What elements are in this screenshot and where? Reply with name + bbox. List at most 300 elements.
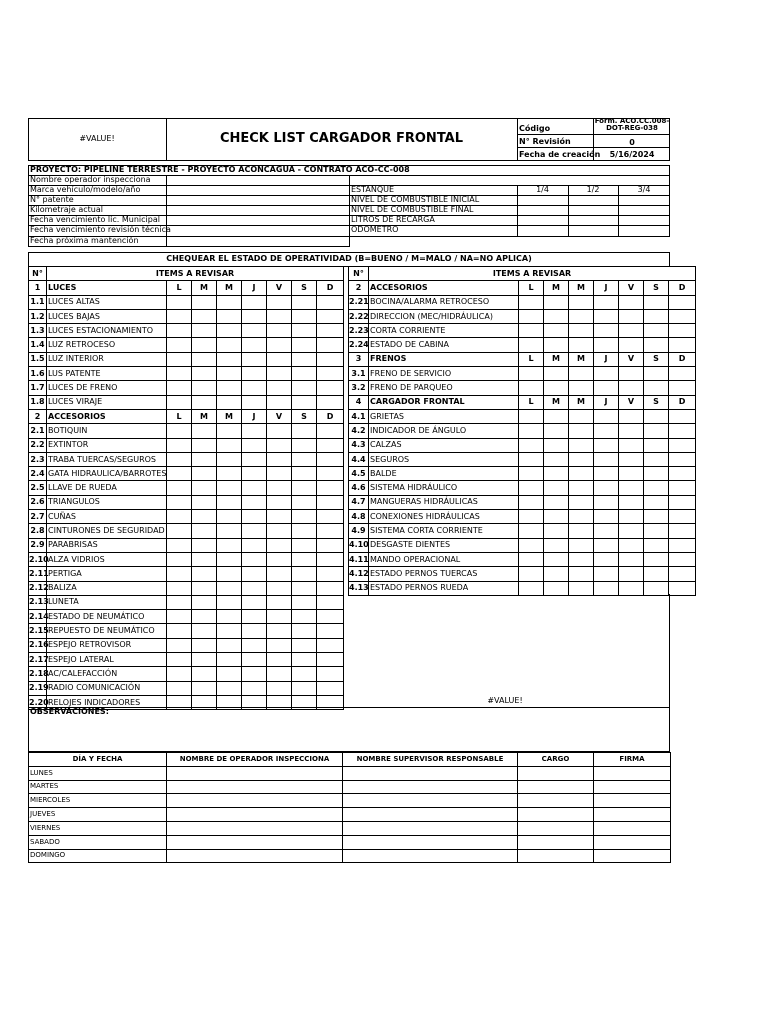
check-cell[interactable] [242,324,267,338]
check-cell[interactable] [242,424,267,438]
check-cell[interactable] [544,552,569,566]
check-cell[interactable] [519,510,544,524]
check-cell[interactable] [192,552,217,566]
check-cell[interactable] [519,452,544,466]
check-cell[interactable] [644,409,669,423]
check-cell[interactable] [644,381,669,395]
check-cell[interactable] [317,367,344,381]
cargo-cell[interactable] [518,835,594,849]
check-cell[interactable] [317,595,344,609]
check-cell[interactable] [619,567,644,581]
check-cell[interactable] [569,309,594,323]
check-cell[interactable] [544,409,569,423]
check-cell[interactable] [217,624,242,638]
check-cell[interactable] [167,424,192,438]
check-cell[interactable] [544,367,569,381]
check-cell[interactable] [317,495,344,509]
check-cell[interactable] [669,424,696,438]
check-cell[interactable] [167,352,192,366]
check-cell[interactable] [217,510,242,524]
check-cell[interactable] [292,681,317,695]
check-cell[interactable] [167,595,192,609]
check-cell[interactable] [167,567,192,581]
check-cell[interactable] [217,452,242,466]
check-cell[interactable] [242,538,267,552]
check-cell[interactable] [242,624,267,638]
check-cell[interactable] [292,324,317,338]
check-cell[interactable] [619,324,644,338]
check-cell[interactable] [544,424,569,438]
check-cell[interactable] [644,295,669,309]
supervisor-name-cell[interactable] [343,808,518,822]
check-cell[interactable] [217,467,242,481]
check-cell[interactable] [519,481,544,495]
check-cell[interactable] [217,638,242,652]
check-cell[interactable] [669,581,696,595]
check-cell[interactable] [192,581,217,595]
check-cell[interactable] [317,381,344,395]
check-cell[interactable] [569,524,594,538]
check-cell[interactable] [292,338,317,352]
check-cell[interactable] [242,510,267,524]
check-cell[interactable] [644,467,669,481]
check-cell[interactable] [644,338,669,352]
check-cell[interactable] [317,653,344,667]
operator-name-cell[interactable] [167,835,343,849]
firma-cell[interactable] [594,808,671,822]
cargo-cell[interactable] [518,849,594,863]
check-cell[interactable] [292,352,317,366]
check-cell[interactable] [519,309,544,323]
check-cell[interactable] [217,438,242,452]
check-cell[interactable] [192,653,217,667]
check-cell[interactable] [569,481,594,495]
check-cell[interactable] [317,638,344,652]
check-cell[interactable] [267,624,292,638]
check-cell[interactable] [292,381,317,395]
check-cell[interactable] [569,452,594,466]
check-cell[interactable] [167,467,192,481]
check-cell[interactable] [569,424,594,438]
check-cell[interactable] [292,667,317,681]
check-cell[interactable] [669,309,696,323]
check-cell[interactable] [192,610,217,624]
check-cell[interactable] [242,581,267,595]
check-cell[interactable] [217,524,242,538]
check-cell[interactable] [644,538,669,552]
check-cell[interactable] [317,624,344,638]
check-cell[interactable] [619,452,644,466]
check-cell[interactable] [292,581,317,595]
check-cell[interactable] [669,438,696,452]
check-cell[interactable] [594,409,619,423]
check-cell[interactable] [619,467,644,481]
check-cell[interactable] [242,438,267,452]
check-cell[interactable] [519,424,544,438]
check-cell[interactable] [544,524,569,538]
check-cell[interactable] [292,452,317,466]
check-cell[interactable] [544,452,569,466]
check-cell[interactable] [594,567,619,581]
check-cell[interactable] [167,309,192,323]
check-cell[interactable] [217,552,242,566]
operator-name-cell[interactable] [167,849,343,863]
check-cell[interactable] [292,624,317,638]
check-cell[interactable] [167,524,192,538]
check-cell[interactable] [192,381,217,395]
check-cell[interactable] [242,610,267,624]
check-cell[interactable] [317,452,344,466]
check-cell[interactable] [644,495,669,509]
check-cell[interactable] [292,595,317,609]
check-cell[interactable] [192,395,217,409]
supervisor-name-cell[interactable] [343,766,518,780]
check-cell[interactable] [242,395,267,409]
check-cell[interactable] [242,367,267,381]
check-cell[interactable] [217,324,242,338]
check-cell[interactable] [317,510,344,524]
operator-name-cell[interactable] [167,821,343,835]
check-cell[interactable] [669,552,696,566]
check-cell[interactable] [644,424,669,438]
check-cell[interactable] [217,681,242,695]
check-cell[interactable] [594,438,619,452]
supervisor-name-cell[interactable] [343,849,518,863]
check-cell[interactable] [167,452,192,466]
operator-name-cell[interactable] [167,780,343,794]
check-cell[interactable] [167,324,192,338]
check-cell[interactable] [217,667,242,681]
check-cell[interactable] [619,524,644,538]
firma-cell[interactable] [594,821,671,835]
check-cell[interactable] [669,381,696,395]
supervisor-name-cell[interactable] [343,835,518,849]
check-cell[interactable] [619,481,644,495]
check-cell[interactable] [292,367,317,381]
cargo-cell[interactable] [518,794,594,808]
check-cell[interactable] [669,452,696,466]
check-cell[interactable] [192,624,217,638]
check-cell[interactable] [519,295,544,309]
check-cell[interactable] [192,309,217,323]
check-cell[interactable] [192,524,217,538]
check-cell[interactable] [317,567,344,581]
check-cell[interactable] [594,510,619,524]
check-cell[interactable] [317,667,344,681]
check-cell[interactable] [669,324,696,338]
check-cell[interactable] [267,367,292,381]
check-cell[interactable] [267,481,292,495]
check-cell[interactable] [317,295,344,309]
check-cell[interactable] [217,352,242,366]
check-cell[interactable] [217,381,242,395]
check-cell[interactable] [544,495,569,509]
check-cell[interactable] [242,681,267,695]
check-cell[interactable] [669,295,696,309]
check-cell[interactable] [292,552,317,566]
operator-name-cell[interactable] [167,808,343,822]
check-cell[interactable] [569,324,594,338]
check-cell[interactable] [217,481,242,495]
check-cell[interactable] [267,309,292,323]
check-cell[interactable] [644,481,669,495]
check-cell[interactable] [267,681,292,695]
check-cell[interactable] [292,481,317,495]
check-cell[interactable] [292,295,317,309]
check-cell[interactable] [192,338,217,352]
check-cell[interactable] [167,638,192,652]
check-cell[interactable] [594,538,619,552]
check-cell[interactable] [167,653,192,667]
check-cell[interactable] [242,667,267,681]
check-cell[interactable] [192,567,217,581]
check-cell[interactable] [594,295,619,309]
check-cell[interactable] [519,409,544,423]
check-cell[interactable] [317,538,344,552]
check-cell[interactable] [644,309,669,323]
supervisor-name-cell[interactable] [343,821,518,835]
firma-cell[interactable] [594,766,671,780]
check-cell[interactable] [167,438,192,452]
check-cell[interactable] [267,381,292,395]
check-cell[interactable] [594,467,619,481]
check-cell[interactable] [192,481,217,495]
operator-name-cell[interactable] [167,766,343,780]
check-cell[interactable] [644,524,669,538]
check-cell[interactable] [267,524,292,538]
check-cell[interactable] [519,324,544,338]
check-cell[interactable] [267,452,292,466]
check-cell[interactable] [317,681,344,695]
check-cell[interactable] [594,324,619,338]
check-cell[interactable] [192,510,217,524]
check-cell[interactable] [594,367,619,381]
check-cell[interactable] [317,395,344,409]
check-cell[interactable] [594,338,619,352]
check-cell[interactable] [267,338,292,352]
firma-cell[interactable] [594,835,671,849]
check-cell[interactable] [292,438,317,452]
check-cell[interactable] [669,409,696,423]
check-cell[interactable] [292,538,317,552]
check-cell[interactable] [217,295,242,309]
check-cell[interactable] [242,595,267,609]
check-cell[interactable] [242,381,267,395]
check-cell[interactable] [292,467,317,481]
check-cell[interactable] [544,538,569,552]
check-cell[interactable] [242,352,267,366]
check-cell[interactable] [217,395,242,409]
check-cell[interactable] [619,381,644,395]
check-cell[interactable] [292,395,317,409]
check-cell[interactable] [544,467,569,481]
check-cell[interactable] [594,552,619,566]
check-cell[interactable] [519,567,544,581]
check-cell[interactable] [242,452,267,466]
check-cell[interactable] [569,510,594,524]
check-cell[interactable] [192,467,217,481]
check-cell[interactable] [192,681,217,695]
check-cell[interactable] [292,610,317,624]
check-cell[interactable] [192,638,217,652]
check-cell[interactable] [519,438,544,452]
check-cell[interactable] [192,424,217,438]
check-cell[interactable] [519,552,544,566]
check-cell[interactable] [619,438,644,452]
check-cell[interactable] [217,538,242,552]
check-cell[interactable] [317,352,344,366]
check-cell[interactable] [544,481,569,495]
check-cell[interactable] [569,409,594,423]
check-cell[interactable] [292,309,317,323]
check-cell[interactable] [669,467,696,481]
check-cell[interactable] [267,295,292,309]
check-cell[interactable] [192,367,217,381]
check-cell[interactable] [569,538,594,552]
check-cell[interactable] [267,467,292,481]
cargo-cell[interactable] [518,766,594,780]
supervisor-name-cell[interactable] [343,794,518,808]
check-cell[interactable] [217,495,242,509]
check-cell[interactable] [167,295,192,309]
check-cell[interactable] [267,510,292,524]
check-cell[interactable] [519,467,544,481]
firma-cell[interactable] [594,794,671,808]
check-cell[interactable] [267,438,292,452]
check-cell[interactable] [619,538,644,552]
check-cell[interactable] [594,452,619,466]
check-cell[interactable] [267,495,292,509]
check-cell[interactable] [217,424,242,438]
check-cell[interactable] [519,524,544,538]
check-cell[interactable] [217,581,242,595]
check-cell[interactable] [317,581,344,595]
check-cell[interactable] [569,552,594,566]
check-cell[interactable] [544,510,569,524]
check-cell[interactable] [594,524,619,538]
check-cell[interactable] [644,552,669,566]
check-cell[interactable] [217,653,242,667]
check-cell[interactable] [644,510,669,524]
check-cell[interactable] [317,338,344,352]
check-cell[interactable] [167,552,192,566]
check-cell[interactable] [267,324,292,338]
check-cell[interactable] [292,638,317,652]
check-cell[interactable] [267,538,292,552]
check-cell[interactable] [167,510,192,524]
check-cell[interactable] [217,610,242,624]
check-cell[interactable] [267,653,292,667]
check-cell[interactable] [217,367,242,381]
check-cell[interactable] [292,524,317,538]
check-cell[interactable] [267,567,292,581]
check-cell[interactable] [594,381,619,395]
check-cell[interactable] [544,438,569,452]
check-cell[interactable] [167,538,192,552]
cargo-cell[interactable] [518,780,594,794]
check-cell[interactable] [619,338,644,352]
check-cell[interactable] [544,567,569,581]
check-cell[interactable] [644,367,669,381]
check-cell[interactable] [242,467,267,481]
check-cell[interactable] [317,324,344,338]
check-cell[interactable] [669,538,696,552]
check-cell[interactable] [192,538,217,552]
check-cell[interactable] [519,381,544,395]
check-cell[interactable] [669,495,696,509]
check-cell[interactable] [292,567,317,581]
check-cell[interactable] [267,595,292,609]
check-cell[interactable] [669,510,696,524]
check-cell[interactable] [644,324,669,338]
check-cell[interactable] [317,467,344,481]
check-cell[interactable] [619,295,644,309]
operator-name-cell[interactable] [167,794,343,808]
check-cell[interactable] [569,567,594,581]
check-cell[interactable] [519,538,544,552]
check-cell[interactable] [167,381,192,395]
check-cell[interactable] [594,424,619,438]
check-cell[interactable] [267,552,292,566]
check-cell[interactable] [619,424,644,438]
check-cell[interactable] [317,552,344,566]
check-cell[interactable] [217,595,242,609]
check-cell[interactable] [619,552,644,566]
check-cell[interactable] [167,681,192,695]
check-cell[interactable] [292,495,317,509]
check-cell[interactable] [217,338,242,352]
check-cell[interactable] [167,610,192,624]
check-cell[interactable] [669,367,696,381]
check-cell[interactable] [569,381,594,395]
check-cell[interactable] [292,653,317,667]
check-cell[interactable] [267,395,292,409]
check-cell[interactable] [242,495,267,509]
check-cell[interactable] [569,467,594,481]
check-cell[interactable] [167,624,192,638]
check-cell[interactable] [192,452,217,466]
check-cell[interactable] [242,567,267,581]
check-cell[interactable] [594,495,619,509]
check-cell[interactable] [267,424,292,438]
check-cell[interactable] [242,338,267,352]
check-cell[interactable] [669,524,696,538]
check-cell[interactable] [569,338,594,352]
check-cell[interactable] [644,567,669,581]
check-cell[interactable] [167,481,192,495]
supervisor-name-cell[interactable] [343,780,518,794]
check-cell[interactable] [217,567,242,581]
check-cell[interactable] [242,295,267,309]
check-cell[interactable] [167,667,192,681]
check-cell[interactable] [594,481,619,495]
check-cell[interactable] [192,595,217,609]
cargo-cell[interactable] [518,821,594,835]
check-cell[interactable] [317,438,344,452]
check-cell[interactable] [519,367,544,381]
check-cell[interactable] [217,309,242,323]
check-cell[interactable] [619,309,644,323]
check-cell[interactable] [167,367,192,381]
check-cell[interactable] [317,481,344,495]
check-cell[interactable] [192,438,217,452]
check-cell[interactable] [619,495,644,509]
check-cell[interactable] [192,324,217,338]
check-cell[interactable] [317,424,344,438]
check-cell[interactable] [669,567,696,581]
check-cell[interactable] [192,495,217,509]
cargo-cell[interactable] [518,808,594,822]
